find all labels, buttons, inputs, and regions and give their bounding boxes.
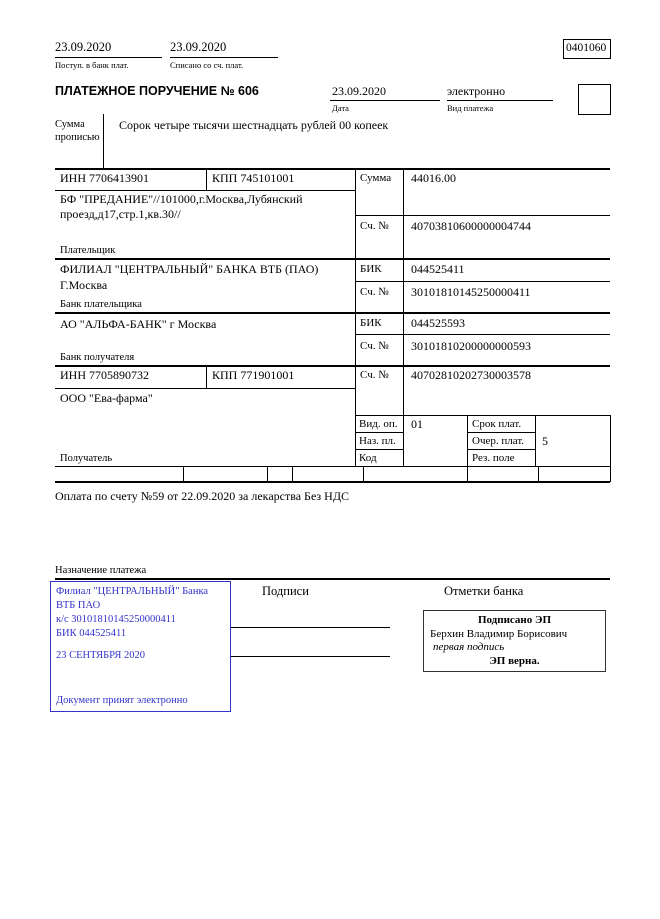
signatures-label: Подписи	[262, 584, 309, 598]
purpose-label: Назначение платежа	[55, 565, 147, 576]
payment-kind-box	[578, 84, 611, 115]
esign-signature-kind: первая подпись	[433, 641, 505, 653]
payer-bank-label: Банк плательщика	[60, 299, 142, 310]
grid-line	[355, 215, 610, 216]
op-type-label: Вид. оп.	[359, 418, 398, 430]
debited-date-value: 23.09.2020	[170, 40, 227, 54]
received-date-label: Поступ. в банк плат.	[55, 60, 129, 70]
grid-line	[206, 365, 207, 388]
grid-line	[103, 114, 104, 168]
grid-line	[447, 100, 553, 101]
tax-field-cell-divider	[538, 466, 539, 481]
tax-field-cell-divider	[183, 466, 184, 481]
grid-line	[355, 415, 610, 416]
stamp-date: 23 СЕНТЯБРЯ 2020	[56, 650, 145, 661]
grid-line	[55, 365, 610, 367]
tax-field-cell-divider	[363, 466, 364, 481]
priority-value: 5	[542, 434, 548, 448]
payment-kind-label: Вид платежа	[447, 103, 494, 113]
payee-bank-label: Банк получателя	[60, 352, 135, 363]
esign-title: Подписано ЭП	[477, 614, 552, 626]
payer-inn: ИНН 7706413901	[60, 171, 149, 185]
grid-line	[55, 388, 355, 389]
doc-date-label: Дата	[332, 103, 349, 113]
reserve-label: Рез. поле	[472, 452, 515, 464]
payer-account-value: 40703810600000004744	[411, 219, 531, 233]
grid-line	[55, 578, 610, 580]
form-code: 0401060	[566, 42, 607, 54]
amount-words-label: Сумма прописью	[55, 119, 100, 144]
grid-line	[55, 168, 610, 170]
grid-line	[330, 100, 440, 101]
payee-bank-account-label: Сч. №	[360, 340, 389, 352]
stamp-bank-name-line2: ВТБ ПАО	[56, 600, 101, 611]
debited-date-label: Списано со сч. плат.	[170, 60, 244, 70]
payment-basis-label: Наз. пл.	[359, 435, 396, 447]
grid-line	[206, 168, 207, 190]
grid-line	[467, 432, 535, 433]
payer-bank-account-value: 30101810145250000411	[411, 285, 531, 299]
payee-inn: ИНН 7705890732	[60, 368, 149, 382]
stamp-corr-account: к/с 30101810145250000411	[56, 614, 176, 625]
page-title: ПЛАТЕЖНОЕ ПОРУЧЕНИЕ № 606	[55, 84, 259, 98]
sum-value: 44016.00	[411, 171, 456, 185]
grid-line	[355, 432, 403, 433]
op-type-value: 01	[411, 417, 423, 431]
stamp-bik: БИК 044525411	[56, 628, 127, 639]
payee-bank-account-value: 30101810200000000593	[411, 339, 531, 353]
form-code-box	[563, 39, 611, 59]
payee-label: Получатель	[60, 453, 113, 464]
payee-bank-bik-value: 044525593	[411, 316, 465, 330]
payer-bank-bik-label: БИК	[360, 263, 382, 275]
esign-signer-name: Берхин Владимир Борисович	[430, 627, 568, 640]
payee-account-value: 40702810202730003578	[411, 368, 531, 382]
signature-line	[231, 627, 390, 628]
payer-kpp: КПП 745101001	[212, 171, 295, 185]
tax-field-cell-divider	[267, 466, 268, 481]
grid-line	[355, 168, 356, 466]
payee-account-label: Сч. №	[360, 369, 389, 381]
priority-label: Очер. плат.	[472, 435, 525, 447]
grid-line	[55, 190, 355, 191]
payee-kpp: КПП 771901001	[212, 368, 295, 382]
grid-line	[55, 57, 162, 58]
bank-marks-label: Отметки банка	[444, 584, 524, 598]
code-label: Код	[359, 452, 377, 464]
payer-bank-account-label: Сч. №	[360, 286, 389, 298]
due-date-label: Срок плат.	[472, 418, 522, 430]
payee-bank-bik-label: БИК	[360, 317, 382, 329]
grid-line	[55, 481, 610, 483]
payee-name: ООО "Ева-фарма"	[60, 391, 153, 405]
grid-line	[355, 334, 610, 335]
tax-field-cell-divider	[292, 466, 293, 481]
grid-line	[467, 449, 535, 450]
payee-bank-name: АО "АЛЬФА-БАНК" г Москва	[60, 317, 217, 331]
stamp-spacer	[56, 641, 225, 649]
received-date-value: 23.09.2020	[55, 40, 112, 54]
grid-line	[55, 312, 610, 314]
grid-line	[467, 415, 468, 466]
payer-bank-bik-value: 044525411	[411, 262, 465, 276]
payer-bank-city: Г.Москва	[60, 278, 108, 292]
grid-line	[535, 415, 536, 466]
stamp-footer: Документ принят электронно	[56, 695, 188, 706]
stamp-bank-name-line1: Филиал "ЦЕНТРАЛЬНЫЙ" Банка	[56, 586, 209, 597]
grid-line	[355, 449, 403, 450]
payer-bank-name: ФИЛИАЛ "ЦЕНТРАЛЬНЫЙ" БАНКА ВТБ (ПАО)	[60, 262, 319, 276]
payment-kind-value: электронно	[447, 84, 506, 98]
esign-verified: ЭП верна.	[489, 654, 540, 667]
tax-field-cell-divider	[467, 466, 468, 481]
grid-line	[355, 281, 610, 282]
payer-account-label: Сч. №	[360, 220, 389, 232]
esign-box	[423, 610, 606, 672]
grid-line	[403, 168, 404, 466]
payer-label: Плательщик	[60, 245, 116, 256]
grid-line	[610, 415, 611, 482]
doc-date-value: 23.09.2020	[332, 84, 386, 98]
sum-label: Сумма	[360, 172, 392, 184]
grid-line	[55, 258, 610, 260]
bank-stamp	[50, 581, 231, 712]
grid-line	[170, 57, 278, 58]
amount-words-value: Сорок четыре тысячи шестнадцать рублей 00 копеек	[119, 118, 389, 132]
purpose-text: Оплата по счету №59 от 22.09.2020 за лекарства Без НДС	[55, 489, 350, 503]
grid-line	[55, 466, 610, 467]
signature-line	[231, 656, 390, 657]
payer-name: БФ "ПРЕДАНИЕ"//101000,г.Москва,Лубянский проезд,д17,стр.1,кв.30//	[60, 192, 303, 221]
